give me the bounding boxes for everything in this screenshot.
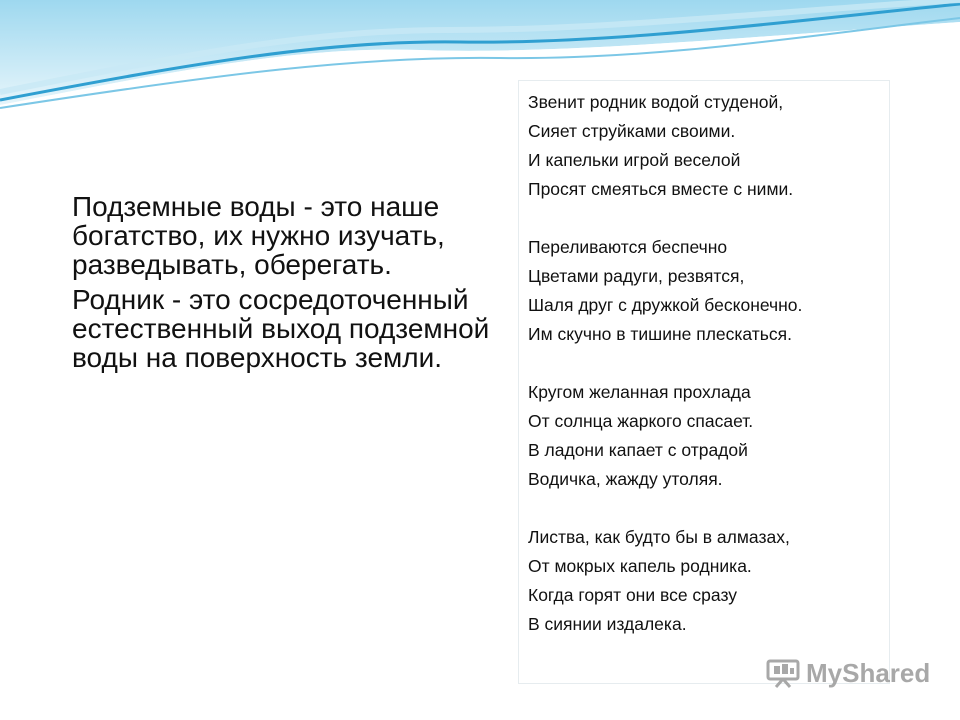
poem-line: От мокрых капель родника. bbox=[528, 556, 752, 576]
poem-line: В ладони капает с отрадой bbox=[528, 440, 748, 460]
myshared-watermark[interactable] bbox=[766, 656, 930, 690]
poem-line: Цветами радуги, резвятся, bbox=[528, 266, 745, 286]
poem-line: Звенит родник водой студеной, bbox=[528, 92, 784, 112]
poem-line: Переливаются беспечно bbox=[528, 237, 728, 257]
poem-stanza-3 bbox=[528, 378, 883, 494]
poem-stanza-2 bbox=[528, 233, 883, 349]
poem-line: Им скучно в тишине плескаться. bbox=[528, 324, 793, 344]
watermark-label: MyShared bbox=[806, 657, 931, 688]
intro-text-block bbox=[72, 192, 492, 378]
poem-line: Водичка, жажду утоляя. bbox=[528, 469, 723, 489]
poem-stanza-4 bbox=[528, 523, 883, 639]
projector-screen-icon bbox=[766, 658, 800, 688]
poem-line: Шаля друг с дружкой бесконечно. bbox=[528, 295, 803, 315]
poem-line: И капельки игрой веселой bbox=[528, 150, 741, 170]
poem-line: Листва, как будто бы в алмазах, bbox=[528, 527, 790, 547]
poem-line: Когда горят они все сразу bbox=[528, 585, 738, 605]
poem-line: Просят смеяться вместе с ними. bbox=[528, 179, 794, 199]
paragraph-spring-definition: Родник - это сосредоточенный естественный выход подземной воды на поверхность земли. bbox=[72, 284, 490, 373]
poem-line: От солнца жаркого спасает. bbox=[528, 411, 754, 431]
paragraph-groundwater: Подземные воды - это наше богатство, их нужно изучать, разведывать, оберегать. bbox=[72, 191, 445, 280]
poem-line: В сиянии издалека. bbox=[528, 614, 687, 634]
poem-block bbox=[528, 88, 883, 639]
poem-line: Кругом желанная прохлада bbox=[528, 382, 751, 402]
poem-stanza-1 bbox=[528, 88, 883, 204]
poem-line: Сияет струйками своими. bbox=[528, 121, 736, 141]
